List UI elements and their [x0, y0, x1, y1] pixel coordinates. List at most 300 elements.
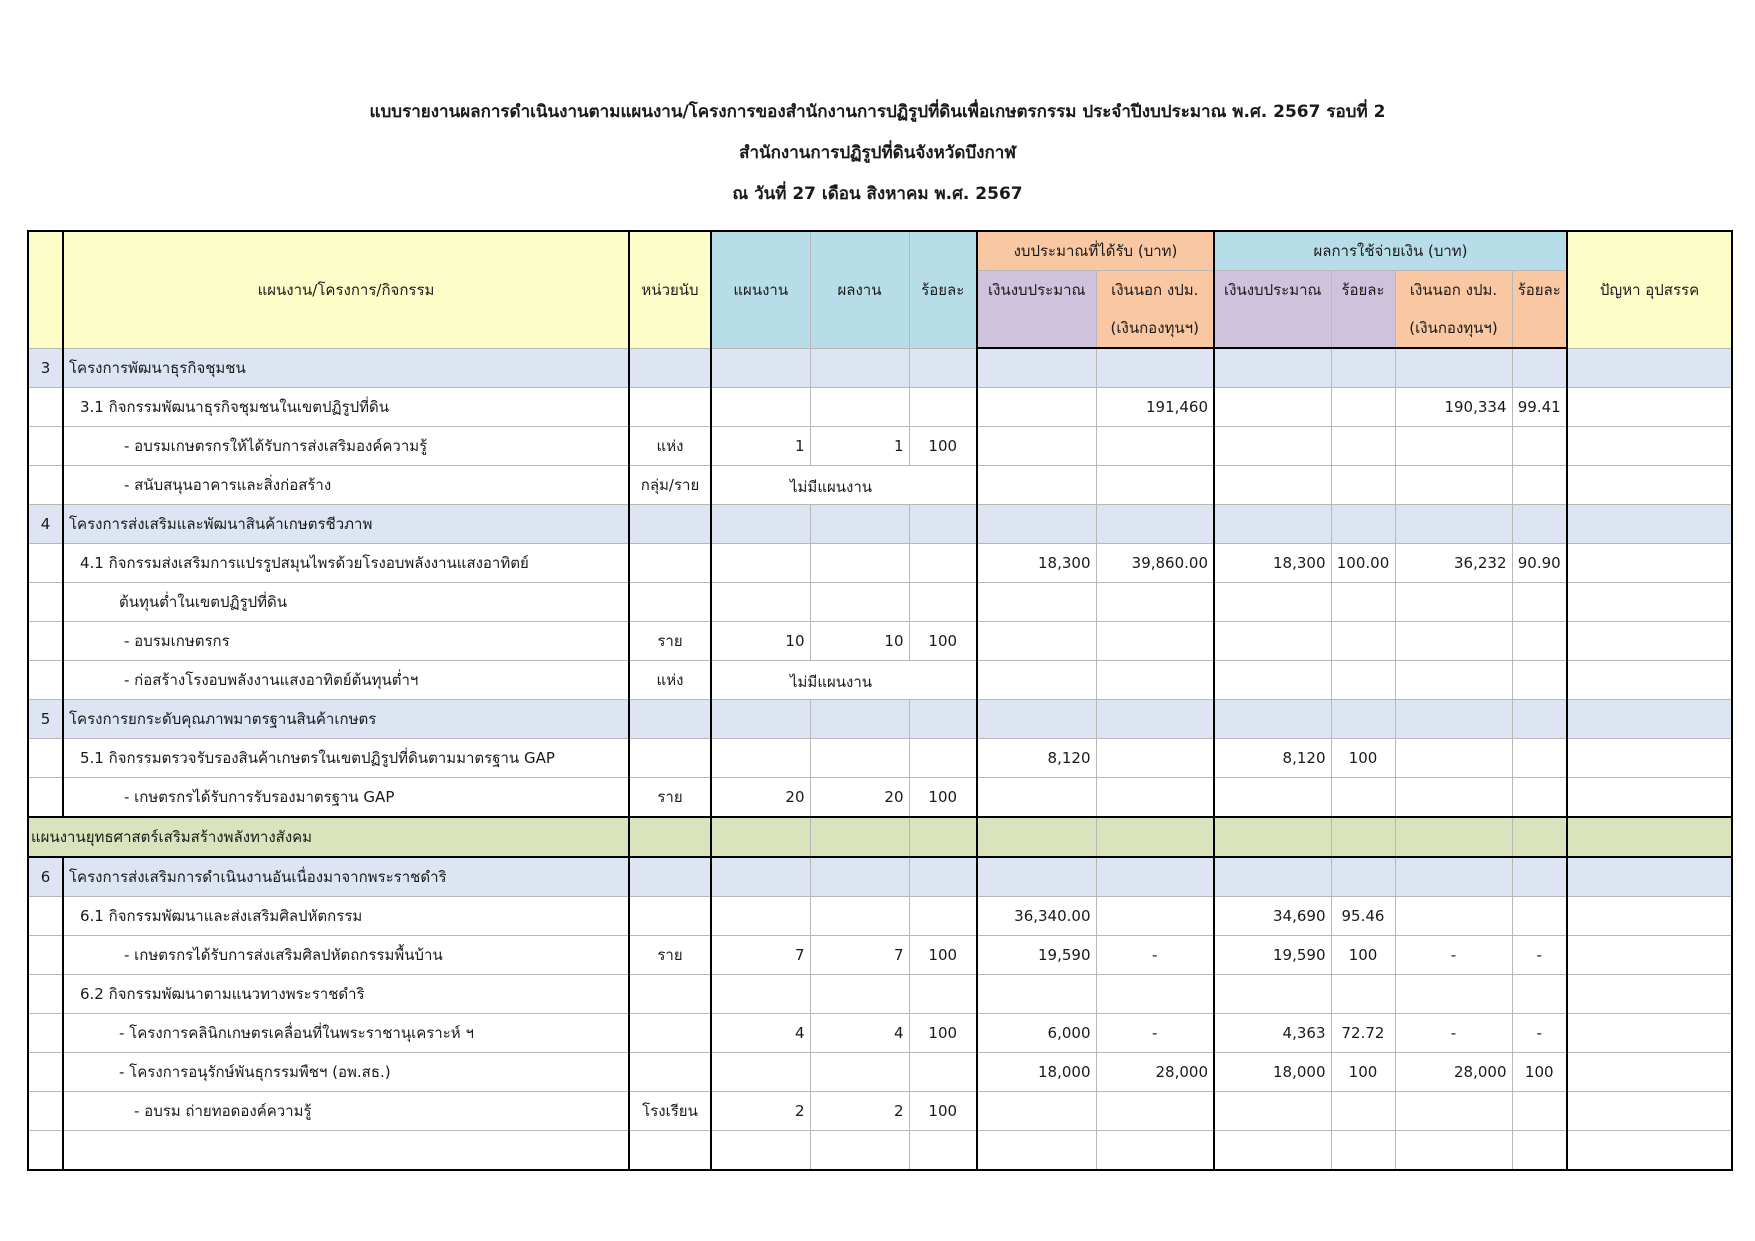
report-body	[28, 348, 1732, 1170]
activity-name: 6.1 กิจกรรมพัฒนาและส่งเสริมศิลปหัตกรรม	[63, 897, 629, 936]
header-spending-result: ผลการใช้จ่ายเงิน (บาท)	[1214, 231, 1567, 271]
cell	[711, 348, 810, 388]
cell	[1331, 817, 1395, 857]
spend-budget-value	[1214, 975, 1331, 1014]
plan-value: 10	[711, 622, 810, 661]
cell	[1214, 661, 1331, 700]
unit: ราย	[629, 778, 711, 818]
cell	[1096, 466, 1214, 505]
non-budget-value: -	[1096, 1014, 1214, 1053]
cell	[1567, 661, 1732, 700]
spend-pct-value	[1331, 778, 1395, 818]
unit: กลุ่ม/ราย	[629, 466, 711, 505]
cell	[1395, 661, 1512, 700]
budget-value	[977, 622, 1096, 661]
spend-budget-value: 34,690	[1214, 897, 1331, 936]
activity-name: 6.2 กิจกรรมพัฒนาตามแนวทางพระราชดำริ	[63, 975, 629, 1014]
non-budget-value	[1096, 975, 1214, 1014]
spend-pct-value	[1331, 975, 1395, 1014]
problems-value	[1567, 622, 1732, 661]
problems-value	[1567, 583, 1732, 622]
result-value: 10	[810, 622, 909, 661]
result-value	[810, 544, 909, 583]
budget-value	[977, 975, 1096, 1014]
non-budget-value: 191,460	[1096, 388, 1214, 427]
unit	[629, 1053, 711, 1092]
problems-value	[1567, 897, 1732, 936]
header-spend-budget: เงินงบประมาณ	[1214, 271, 1331, 310]
budget-value: 18,000	[977, 1053, 1096, 1092]
spend-pct-value: 100.00	[1331, 544, 1395, 583]
table-row	[28, 739, 1732, 778]
row-number	[28, 622, 63, 661]
budget-value: 8,120	[977, 739, 1096, 778]
cell	[711, 505, 810, 544]
percent-value	[909, 1131, 977, 1171]
result-value	[810, 388, 909, 427]
cell	[1214, 505, 1331, 544]
table-row	[28, 817, 1732, 857]
spend-pct2-value	[1512, 1092, 1567, 1131]
cell	[629, 700, 711, 739]
plan-value	[711, 897, 810, 936]
cell	[810, 700, 909, 739]
header-problems: ปัญหา อุปสรรค	[1567, 231, 1732, 348]
percent-value	[909, 1053, 977, 1092]
percent-value: 100	[909, 1092, 977, 1131]
problems-value	[1567, 1014, 1732, 1053]
row-number	[28, 661, 63, 700]
spend-pct2-value: 99.41	[1512, 388, 1567, 427]
cell	[629, 857, 711, 897]
cell	[1395, 700, 1512, 739]
cell	[810, 505, 909, 544]
result-value: 7	[810, 936, 909, 975]
cell	[977, 661, 1096, 700]
budget-value	[977, 1131, 1096, 1171]
unit: แห่ง	[629, 661, 711, 700]
unit: ราย	[629, 936, 711, 975]
result-value	[810, 975, 909, 1014]
project-name: โครงการส่งเสริมการดำเนินงานอันเนื่องมาจากพระราชดำริ	[63, 857, 629, 897]
plan-value	[711, 1053, 810, 1092]
spend-pct2-value	[1512, 897, 1567, 936]
spend-non-budget-value	[1395, 739, 1512, 778]
spend-non-budget-value: 28,000	[1395, 1053, 1512, 1092]
header-spend-pct-cont	[1331, 309, 1395, 348]
problems-value	[1567, 936, 1732, 975]
cell	[629, 348, 711, 388]
no-plan-note	[711, 466, 977, 505]
cell	[629, 817, 711, 857]
budget-value: 18,300	[977, 544, 1096, 583]
cell	[977, 857, 1096, 897]
cell	[1331, 661, 1395, 700]
cell	[977, 466, 1096, 505]
header-non-budget-fund: (เงินกองทุนฯ)	[1096, 309, 1214, 348]
spend-non-budget-value	[1395, 622, 1512, 661]
row-number	[28, 1014, 63, 1053]
cell	[977, 348, 1096, 388]
spend-non-budget-value	[1395, 778, 1512, 818]
spend-pct2-value	[1512, 1131, 1567, 1171]
percent-value	[909, 897, 977, 936]
non-budget-value	[1096, 427, 1214, 466]
plan-value: 4	[711, 1014, 810, 1053]
no-plan-text: ไม่มีแผนงาน	[790, 478, 873, 496]
cell	[1512, 505, 1567, 544]
header-spend-pct2-cont	[1512, 309, 1567, 348]
cell	[1395, 857, 1512, 897]
unit	[629, 544, 711, 583]
cell	[909, 857, 977, 897]
spend-budget-value	[1214, 1131, 1331, 1171]
percent-value: 100	[909, 427, 977, 466]
cell	[909, 505, 977, 544]
spend-pct-value: 95.46	[1331, 897, 1395, 936]
result-value	[810, 1053, 909, 1092]
unit: ราย	[629, 622, 711, 661]
spend-pct-value	[1331, 1092, 1395, 1131]
result-value	[810, 583, 909, 622]
cell	[1096, 348, 1214, 388]
cell	[1567, 505, 1732, 544]
problems-value	[1567, 778, 1732, 818]
cell	[1567, 817, 1732, 857]
cell	[1512, 857, 1567, 897]
unit	[629, 1131, 711, 1171]
header-budget-money-cont	[977, 309, 1096, 348]
spend-budget-value: 8,120	[1214, 739, 1331, 778]
plan-value	[711, 583, 810, 622]
result-value: 1	[810, 427, 909, 466]
spend-non-budget-value	[1395, 427, 1512, 466]
row-number	[28, 1053, 63, 1092]
table-row	[28, 975, 1732, 1014]
table-row	[28, 936, 1732, 975]
non-budget-value	[1096, 778, 1214, 818]
report-titles	[0, 92, 1755, 215]
spend-non-budget-value	[1395, 583, 1512, 622]
cell	[1214, 857, 1331, 897]
problems-value	[1567, 427, 1732, 466]
percent-value: 100	[909, 778, 977, 818]
cell	[810, 348, 909, 388]
header-spend-pct2: ร้อยละ	[1512, 271, 1567, 310]
table-row	[28, 857, 1732, 897]
header-budget-money: เงินงบประมาณ	[977, 271, 1096, 310]
result-value: 4	[810, 1014, 909, 1053]
problems-value	[1567, 1092, 1732, 1131]
spend-pct-value	[1331, 622, 1395, 661]
table-row	[28, 1092, 1732, 1131]
row-number	[28, 897, 63, 936]
header-plan: แผนงาน	[711, 231, 810, 348]
row-number	[28, 427, 63, 466]
table-row	[28, 1053, 1732, 1092]
cell	[629, 505, 711, 544]
spend-pct-value	[1331, 427, 1395, 466]
plan-name: แผนงานยุทธศาสตร์เสริมสร้างพลังทางสังคม	[28, 817, 629, 857]
cell	[1395, 505, 1512, 544]
spend-non-budget-value: -	[1395, 1014, 1512, 1053]
spend-budget-value	[1214, 778, 1331, 818]
problems-value	[1567, 975, 1732, 1014]
spend-pct2-value: 90.90	[1512, 544, 1567, 583]
activity-name: - อบรม ถ่ายทอดองค์ความรู้	[63, 1092, 629, 1131]
spend-pct2-value	[1512, 583, 1567, 622]
row-number	[28, 936, 63, 975]
cell	[909, 700, 977, 739]
unit	[629, 388, 711, 427]
budget-value: 6,000	[977, 1014, 1096, 1053]
table-row	[28, 544, 1732, 583]
header-non-budget: เงินนอก งปม.	[1096, 271, 1214, 310]
spend-pct-value	[1331, 388, 1395, 427]
cell	[1512, 348, 1567, 388]
report-table	[27, 230, 1733, 1171]
table-row	[28, 897, 1732, 936]
spend-pct-value: 100	[1331, 739, 1395, 778]
spend-budget-value: 18,000	[1214, 1053, 1331, 1092]
spend-non-budget-value: 190,334	[1395, 388, 1512, 427]
cell	[1395, 817, 1512, 857]
spend-budget-value	[1214, 583, 1331, 622]
percent-value	[909, 388, 977, 427]
cell	[1331, 466, 1395, 505]
spend-pct-value	[1331, 583, 1395, 622]
header-result: ผลงาน	[810, 231, 909, 348]
result-value: 2	[810, 1092, 909, 1131]
table-row	[28, 622, 1732, 661]
cell	[711, 857, 810, 897]
unit	[629, 1014, 711, 1053]
cell	[1096, 817, 1214, 857]
row-number	[28, 544, 63, 583]
percent-value	[909, 739, 977, 778]
header-percent: ร้อยละ	[909, 231, 977, 348]
spend-budget-value	[1214, 388, 1331, 427]
non-budget-value: -	[1096, 936, 1214, 975]
cell	[909, 348, 977, 388]
non-budget-value	[1096, 622, 1214, 661]
report-title: แบบรายงานผลการดำเนินงานตามแผนงาน/โครงการของสำนักงานการปฏิรูปที่ดินเพื่อเกษตรกรรม ประจำปีงบประมาณ พ.ศ. 2567 รอบที่ 2	[369, 102, 1386, 122]
spend-budget-value: 19,590	[1214, 936, 1331, 975]
activity-name: 5.1 กิจกรรมตรวจรับรองสินค้าเกษตรในเขตปฏิรูปที่ดินตามมาตรฐาน GAP	[63, 739, 629, 778]
plan-value: 2	[711, 1092, 810, 1131]
cell	[1331, 348, 1395, 388]
table-row	[28, 505, 1732, 544]
activity-name: - เกษตรกรได้รับการส่งเสริมศิลปหัตถกรรมพื้นบ้าน	[63, 936, 629, 975]
budget-value	[977, 388, 1096, 427]
cell	[1331, 700, 1395, 739]
spend-pct2-value: 100	[1512, 1053, 1567, 1092]
spend-pct2-value	[1512, 739, 1567, 778]
spend-pct2-value	[1512, 427, 1567, 466]
spend-pct-value: 100	[1331, 1053, 1395, 1092]
cell	[1567, 466, 1732, 505]
unit	[629, 739, 711, 778]
project-name: โครงการพัฒนาธุรกิจชุมชน	[63, 348, 629, 388]
spend-pct-value: 100	[1331, 936, 1395, 975]
table-row	[28, 661, 1732, 700]
cell	[1567, 700, 1732, 739]
plan-value: 20	[711, 778, 810, 818]
table-row	[28, 1131, 1732, 1171]
cell	[1214, 348, 1331, 388]
spend-budget-value	[1214, 427, 1331, 466]
budget-value	[977, 583, 1096, 622]
row-number: 5	[28, 700, 63, 739]
spend-non-budget-value: 36,232	[1395, 544, 1512, 583]
spend-budget-value: 18,300	[1214, 544, 1331, 583]
header-activity: แผนงาน/โครงการ/กิจกรรม	[63, 231, 629, 348]
header-spend-non-budget: เงินนอก งปม.	[1395, 271, 1512, 310]
unit	[629, 975, 711, 1014]
non-budget-value	[1096, 739, 1214, 778]
table-row	[28, 466, 1732, 505]
row-number	[28, 388, 63, 427]
non-budget-value	[1096, 1131, 1214, 1171]
cell	[711, 700, 810, 739]
spend-pct2-value: -	[1512, 936, 1567, 975]
cell	[1096, 505, 1214, 544]
spend-budget-value	[1214, 1092, 1331, 1131]
non-budget-value	[1096, 1092, 1214, 1131]
cell	[810, 817, 909, 857]
percent-value	[909, 544, 977, 583]
spend-budget-value: 4,363	[1214, 1014, 1331, 1053]
result-value	[810, 1131, 909, 1171]
activity-name: - อบรมเกษตรกร	[63, 622, 629, 661]
percent-value: 100	[909, 1014, 977, 1053]
percent-value: 100	[909, 936, 977, 975]
row-number: 3	[28, 348, 63, 388]
office-name: สำนักงานการปฏิรูปที่ดินจังหวัดบึงกาฬ	[739, 143, 1016, 163]
spend-non-budget-value	[1395, 1131, 1512, 1171]
non-budget-value	[1096, 583, 1214, 622]
cell	[1512, 661, 1567, 700]
plan-value	[711, 975, 810, 1014]
budget-value	[977, 778, 1096, 818]
spend-non-budget-value: -	[1395, 936, 1512, 975]
cell	[1512, 700, 1567, 739]
spend-pct-value: 72.72	[1331, 1014, 1395, 1053]
cell	[1512, 817, 1567, 857]
row-number	[28, 583, 63, 622]
cell	[1395, 348, 1512, 388]
cell	[711, 817, 810, 857]
activity-name: - ก่อสร้างโรงอบพลังงานแสงอาทิตย์ต้นทุนต่ำฯ	[63, 661, 629, 700]
cell	[1567, 348, 1732, 388]
cell	[1395, 466, 1512, 505]
activity-name: 4.1 กิจกรรมส่งเสริมการแปรรูปสมุนไพรด้วยโรงอบพลังงานแสงอาทิตย์	[63, 544, 629, 583]
spend-non-budget-value	[1395, 897, 1512, 936]
cell	[977, 817, 1096, 857]
report-date: ณ วันที่ 27 เดือน สิงหาคม พ.ศ. 2567	[732, 184, 1023, 204]
row-number: 4	[28, 505, 63, 544]
percent-value	[909, 583, 977, 622]
cell	[977, 700, 1096, 739]
cell	[1214, 817, 1331, 857]
spend-pct2-value	[1512, 622, 1567, 661]
activity-name	[63, 1131, 629, 1171]
unit	[629, 897, 711, 936]
plan-value	[711, 739, 810, 778]
project-name: โครงการยกระดับคุณภาพมาตรฐานสินค้าเกษตร	[63, 700, 629, 739]
cell	[1214, 700, 1331, 739]
cell	[810, 857, 909, 897]
problems-value	[1567, 388, 1732, 427]
result-value: 20	[810, 778, 909, 818]
header-spend-non-budget-fund: (เงินกองทุนฯ)	[1395, 309, 1512, 348]
cell	[1214, 466, 1331, 505]
budget-value	[977, 1092, 1096, 1131]
spend-non-budget-value	[1395, 975, 1512, 1014]
cell	[1567, 857, 1732, 897]
table-row	[28, 778, 1732, 818]
header-spend-budget-cont	[1214, 309, 1331, 348]
plan-value	[711, 388, 810, 427]
table-row	[28, 348, 1732, 388]
unit: แห่ง	[629, 427, 711, 466]
budget-value: 19,590	[977, 936, 1096, 975]
cell	[1096, 857, 1214, 897]
non-budget-value: 28,000	[1096, 1053, 1214, 1092]
problems-value	[1567, 544, 1732, 583]
unit: โรงเรียน	[629, 1092, 711, 1131]
cell	[977, 505, 1096, 544]
row-number	[28, 1092, 63, 1131]
cell	[1512, 466, 1567, 505]
activity-name: - สนับสนุนอาคารและสิ่งก่อสร้าง	[63, 466, 629, 505]
budget-value	[977, 427, 1096, 466]
unit	[629, 583, 711, 622]
cell	[909, 817, 977, 857]
header-spend-pct: ร้อยละ	[1331, 271, 1395, 310]
header-budget-received: งบประมาณที่ได้รับ (บาท)	[977, 231, 1214, 271]
cell	[1331, 505, 1395, 544]
activity-name: - โครงการอนุรักษ์พันธุกรรมพืชฯ (อพ.สธ.)	[63, 1053, 629, 1092]
spend-pct-value	[1331, 1131, 1395, 1171]
header-no	[28, 231, 63, 348]
table-row	[28, 700, 1732, 739]
table-row	[28, 388, 1732, 427]
row-number	[28, 466, 63, 505]
cell	[1331, 857, 1395, 897]
table-row	[28, 1014, 1732, 1053]
row-number	[28, 975, 63, 1014]
activity-name: - อบรมเกษตรกรให้ได้รับการส่งเสริมองค์ความรู้	[63, 427, 629, 466]
percent-value	[909, 975, 977, 1014]
spend-pct2-value: -	[1512, 1014, 1567, 1053]
plan-value: 7	[711, 936, 810, 975]
row-number	[28, 739, 63, 778]
row-number: 6	[28, 857, 63, 897]
activity-name: - เกษตรกรได้รับการรับรองมาตรฐาน GAP	[63, 778, 629, 818]
no-plan-note	[711, 661, 977, 700]
table-row	[28, 583, 1732, 622]
problems-value	[1567, 1131, 1732, 1171]
cell	[1096, 661, 1214, 700]
problems-value	[1567, 739, 1732, 778]
non-budget-value: 39,860.00	[1096, 544, 1214, 583]
header-unit: หน่วยนับ	[629, 231, 711, 348]
percent-value: 100	[909, 622, 977, 661]
non-budget-value	[1096, 897, 1214, 936]
plan-value: 1	[711, 427, 810, 466]
result-value	[810, 739, 909, 778]
